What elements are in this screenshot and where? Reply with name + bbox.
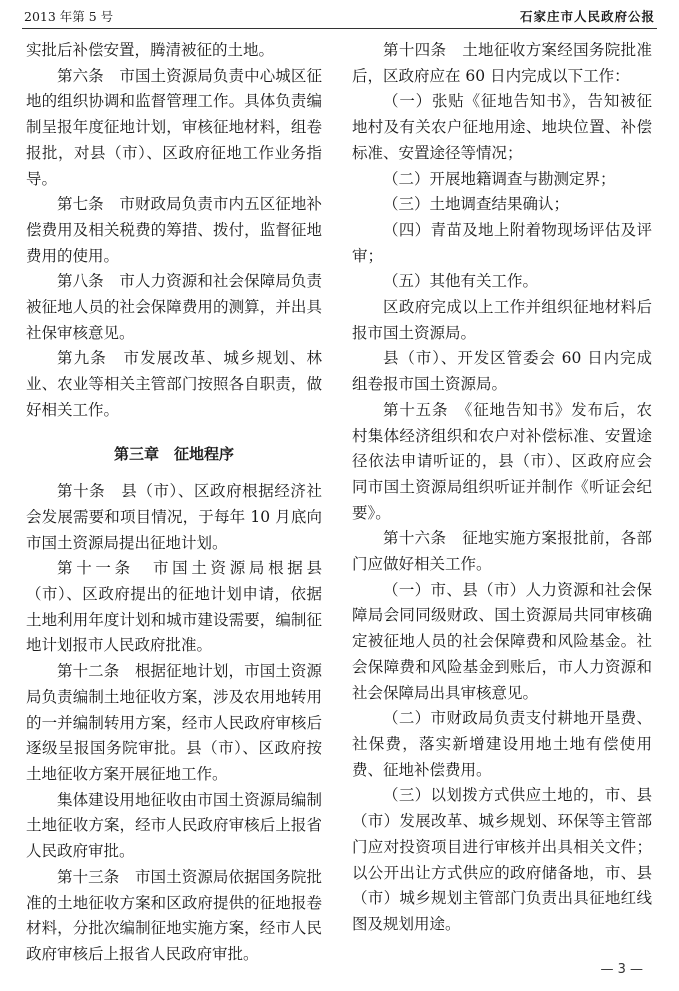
list-item: （四）青苗及地上附着物现场评估及评审； xyxy=(352,220,652,265)
paragraph: 县（市）、开发区管委会 60 日内完成组卷报市国土资源局。 xyxy=(352,349,652,394)
paragraph: 集体建设用地征收由市国土资源局编制土地征收方案，经市人民政府审核后上报省人民政府审批。 xyxy=(26,790,322,861)
article-15: 第十五条 《征地告知书》发布后，农村集体经济组织和农户对补偿标准、安置途径依法申请听证的，县（市）、区政府应会同市国土资源局组织听证并制作《听证会纪要》。 xyxy=(352,400,652,522)
paragraph: 区政府完成以上工作并组织征地材料后报市国土资源局。 xyxy=(352,298,652,342)
list-item: （三）土地调查结果确认； xyxy=(383,195,570,214)
article-10: 第十条 县（市）、区政府根据经济社会发展需要和项目情况，于每年 10 月底向市国土资源局提出征地计划。 xyxy=(26,482,322,552)
article-12: 第十二条 根据征地计划，市国土资源局负责编制土地征收方案，涉及农用地转用的一并编制转用方案，经市人民政府审核后逐级呈报国务院审批。县（市）、区政府按土地征收方案开展征地工作。 xyxy=(26,662,322,783)
paragraph: 实批后补偿安置，腾清被征的土地。 xyxy=(26,41,275,59)
issue-number: 2013 年第 5 号 xyxy=(24,9,114,24)
list-item: （二）开展地籍调查与勘测定界； xyxy=(383,169,616,188)
chapter-title: 第三章 征地程序 xyxy=(113,444,234,463)
list-item: （三）以划拨方式供应土地的，市、县（市）发展改革、城乡规划、环保等主管部门应对投资项目进行审核并出具相关文件；以公开出让方式供应的政府储备地，市、县（市）城乡规划主管部门负责出具征地红线图及规划用途。 xyxy=(352,786,652,933)
left-column xyxy=(26,38,322,968)
list-item: （一）张贴《征地告知书》，告知被征地村及有关农户征地用途、地块位置、补偿标准、安置途径等情况； xyxy=(352,92,652,162)
list-item: （五）其他有关工作。 xyxy=(383,272,539,291)
list-item: （二）市财政局负责支付耕地开垦费、社保费，落实新增建设用地土地有偿使用费、征地补偿费用。 xyxy=(352,709,652,779)
right-column xyxy=(352,38,652,938)
article-7: 第七条 市财政局负责市内五区征地补偿费用及相关税费的筹措、拨付，监督征地费用的使用。 xyxy=(26,195,322,265)
article-14: 第十四条 土地征收方案经国务院批准后，区政府应在 60 日内完成以下工作： xyxy=(352,41,652,85)
page-header xyxy=(22,6,657,29)
article-9: 第九条 市发展改革、城乡规划、林业、农业等相关主管部门按照各自职责，做好相关工作。 xyxy=(26,349,322,419)
publication-title: 石家庄市人民政府公报 xyxy=(519,9,655,24)
page-number: — 3 — xyxy=(600,962,643,977)
article-8: 第八条 市人力资源和社会保障局负责被征地人员的社会保障费用的测算，并出具社保审核意见。 xyxy=(26,272,322,342)
article-6: 第六条 市国土资源局负责中心城区征地的组织协调和监督管理工作。具体负责编制呈报年度征地计划，审核征地材料，组卷报批，对县（市）、区政府征地工作业务指导。 xyxy=(26,66,322,188)
article-13: 第十三条 市国土资源局依据国务院批准的土地征收方案和区政府提供的征地报卷材料，分批次编制征地实施方案，经市人民政府审核后上报省人民政府审批。 xyxy=(26,867,322,963)
article-16: 第十六条 征地实施方案报批前，各部门应做好相关工作。 xyxy=(352,529,652,574)
article-11: 第十一条 市国土资源局根据县（市）、区政府提出的征地计划申请，依据土地利用年度计划和城市建设需要，编制征地计划报市人民政府批准。 xyxy=(26,559,322,655)
list-item: （一）市、县（市）人力资源和社会保障局会同同级财政、国土资源局共同审核确定被征地人员的社会保障费和风险基金。社会保障费和风险基金到账后，市人力资源和社会保障局出具审核意见。 xyxy=(352,580,652,702)
